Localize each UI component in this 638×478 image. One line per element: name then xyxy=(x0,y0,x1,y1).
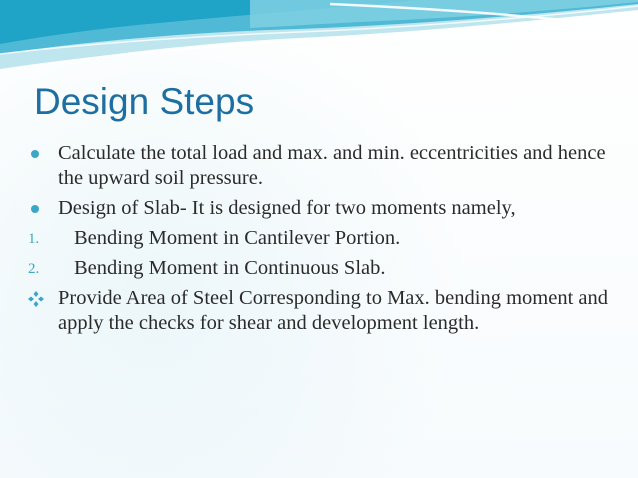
bullet-dot-icon xyxy=(31,205,39,213)
bullet-dot-icon xyxy=(31,150,39,158)
list-item xyxy=(26,256,618,281)
slide-title: Design Steps xyxy=(34,81,255,122)
list-number: 1. xyxy=(28,231,40,247)
header-wave-decoration xyxy=(0,0,638,78)
four-diamond-bullet-icon xyxy=(28,291,44,307)
list-item-text: Bending Moment in Cantilever Portion. xyxy=(74,227,401,249)
list-item-text: Provide Area of Steel Corresponding to Max. bending moment and apply the checks for shear and development length. xyxy=(58,287,608,334)
bullet-list xyxy=(26,141,618,341)
list-item xyxy=(26,226,618,251)
list-item-text: Calculate the total load and max. and min. eccentricities and hence the upward soil pressure. xyxy=(58,142,606,189)
list-item-text: Bending Moment in Continuous Slab. xyxy=(74,257,386,279)
list-number: 2. xyxy=(28,261,40,277)
list-item xyxy=(26,141,618,191)
list-item xyxy=(26,196,618,221)
list-item xyxy=(26,286,618,336)
list-item-text: Design of Slab- It is designed for two moments namely, xyxy=(58,197,516,219)
